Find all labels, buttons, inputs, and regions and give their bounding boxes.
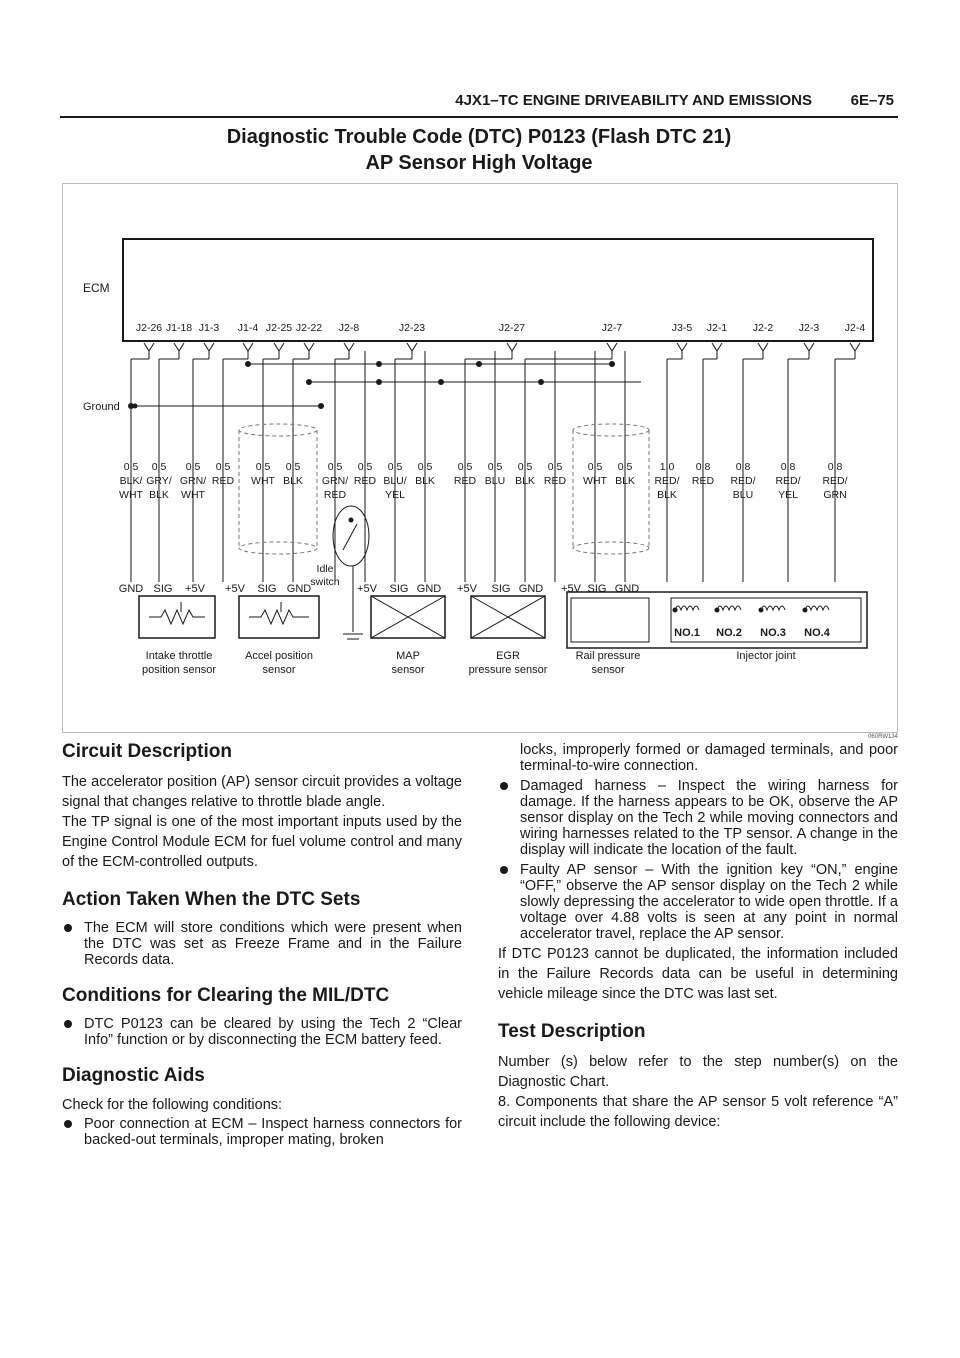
shield-accel-bottom	[239, 542, 317, 554]
wire-color-label: RED	[543, 475, 567, 487]
right-column	[498, 740, 898, 1132]
intake-throttle-sensor-box-resistor-icon	[149, 610, 205, 624]
idle-switch-blade	[343, 524, 357, 550]
wire-color-label: RED	[453, 475, 477, 487]
wire-color-label: RED/	[822, 475, 848, 487]
terminal-label-plus5v: +5V	[185, 583, 205, 595]
wire-size-label: 0.8	[695, 461, 711, 473]
wire-size-label: 0.5	[547, 461, 563, 473]
circuit-description-p1: The accelerator position (AP) sensor circuit provides a voltage signal that changes relative to throttle blade angle.	[62, 774, 462, 810]
page-header	[60, 90, 898, 118]
terminal-label-gnd: GND	[518, 583, 544, 595]
wire-size-label: 0.5	[123, 461, 139, 473]
wire-size-label: 0.5	[387, 461, 403, 473]
injector-label-3: NO.3	[760, 627, 786, 639]
wire-size-label: 0.8	[780, 461, 796, 473]
injector-dot	[803, 608, 808, 613]
terminal-label-plus5v: +5V	[457, 583, 477, 595]
pin-label-J2-26: J2-26	[135, 322, 163, 334]
wire-size-label: 0.5	[185, 461, 201, 473]
circuit-description-p2: The TP signal is one of the most important inputs used by the Engine Control Module ECM for fuel volume control and many of the ECM-controlled outputs.	[62, 814, 462, 870]
idle-switch-label-2: switch	[310, 576, 340, 588]
section-title: 4JX1–TC ENGINE DRIVEABILITY AND EMISSIONS	[455, 92, 812, 109]
pin-label-J2-25: J2-25	[265, 322, 293, 334]
ecm-label: ECM	[83, 281, 110, 295]
accel-position-sensor-box-resistor-icon	[249, 610, 309, 624]
wire-size-label: 0.8	[735, 461, 751, 473]
pin-label-J1-18: J1-18	[165, 322, 193, 334]
action-bullet	[62, 920, 462, 968]
wire-size-label: 0.5	[617, 461, 633, 473]
pin-label-J3-5: J3-5	[671, 322, 693, 334]
wire-color-label-2: BLK	[149, 489, 169, 501]
aids-bullet-2	[498, 778, 898, 858]
splice-dot	[376, 379, 382, 385]
wire-color-label-2: YEL	[385, 489, 405, 501]
left-column	[62, 740, 462, 1150]
wire-color-label: RED	[353, 475, 377, 487]
terminal-label-plus5v: +5V	[561, 583, 581, 595]
terminal-label-gnd: GND	[118, 583, 144, 595]
wiring-diagram-svg	[63, 184, 897, 732]
terminal-label-sig: SIG	[389, 583, 409, 595]
terminal-label-sig: SIG	[491, 583, 511, 595]
wire-color-label: BLK	[615, 475, 635, 487]
wire-color-label: RED	[691, 475, 715, 487]
pin-label-J2-23: J2-23	[398, 322, 426, 334]
pin-terminal-mark	[304, 343, 314, 351]
clearing-heading: Conditions for Clearing the MIL/DTC	[62, 985, 390, 1006]
pin-label-J2-8: J2-8	[338, 322, 360, 334]
wire-color-label: RED/	[775, 475, 801, 487]
wire-color-label-2: YEL	[778, 489, 798, 501]
wire-color-label-2: GRN	[823, 489, 847, 501]
splice-dot	[609, 361, 615, 367]
aids-bullet-1-text: Poor connection at ECM – Inspect harness connectors for backed-out terminals, improper mating, broken	[84, 1116, 462, 1148]
injector-coil-icon	[761, 606, 785, 610]
wire-color-label: BLK/	[119, 475, 143, 487]
clearing-bullet-text: DTC P0123 can be cleared by using the Tech 2 “Clear Info” function or by disconnecting the ECM battery feed.	[84, 1016, 462, 1048]
wire-color-label: GRN/	[179, 475, 207, 487]
pin-label-J2-7: J2-7	[601, 322, 623, 334]
figure-code: 060RW134	[868, 734, 898, 740]
ground-dot	[133, 404, 138, 409]
pin-terminal-mark	[507, 343, 517, 351]
component-label-5-line2: sensor	[591, 664, 625, 676]
title-line-1: Diagnostic Trouble Code (DTC) P0123 (Flash DTC 21)	[226, 126, 732, 148]
bullet-icon	[64, 924, 72, 932]
wire-color-label: BLK	[515, 475, 535, 487]
component-label-1: Intake throttle	[145, 650, 213, 662]
aids-bullet-2-text: Damaged harness – Inspect the wiring harness for damage. If the harness appears to be OK, observe the AP sensor display on the Tech 2 while moving connectors and wiring harnesses related to the TP sensor. A change in the display will indicate the location of the fault.	[520, 778, 898, 858]
terminal-label-sig: SIG	[587, 583, 607, 595]
terminal-label-sig: SIG	[257, 583, 277, 595]
component-label-5: Rail pressure	[575, 650, 641, 662]
terminal-label-gnd: GND	[614, 583, 640, 595]
idle-switch-label: Idle	[316, 563, 334, 575]
pin-label-J2-4: J2-4	[844, 322, 866, 334]
wire-color-label: RED	[211, 475, 235, 487]
bullet-icon	[500, 866, 508, 874]
pin-label-J1-3: J1-3	[198, 322, 220, 334]
pin-terminal-mark	[850, 343, 860, 351]
splice-dot	[306, 379, 312, 385]
component-label-1-line2: position sensor	[142, 664, 216, 676]
wire-color-label: BLK	[415, 475, 435, 487]
diagnostic-aids-heading: Diagnostic Aids	[62, 1065, 205, 1086]
wire-size-label: 0.8	[827, 461, 843, 473]
terminal-label-sig: SIG	[153, 583, 173, 595]
test-description-p1: Number (s) below refer to the step number(s) on the Diagnostic Chart.	[498, 1054, 898, 1090]
injector-dot	[673, 608, 678, 613]
wire-color-label-2: RED	[323, 489, 347, 501]
pin-label-J2-1: J2-1	[706, 322, 728, 334]
wire-color-label-2: WHT	[181, 489, 205, 501]
pin-label-J2-22: J2-22	[295, 322, 323, 334]
splice-dot	[538, 379, 544, 385]
wire-size-label: 0.5	[151, 461, 167, 473]
pin-terminal-mark	[174, 343, 184, 351]
idle-switch-contact	[349, 518, 354, 523]
terminal-label-gnd: GND	[286, 583, 312, 595]
pin-terminal-mark	[712, 343, 722, 351]
ground-label: Ground	[83, 401, 120, 413]
wire-color-label: WHT	[251, 475, 275, 487]
wire-size-label: 0.5	[327, 461, 343, 473]
component-label-2-line2: sensor	[262, 664, 296, 676]
test-description-heading: Test Description	[498, 1021, 646, 1042]
wire-color-label: BLU	[484, 475, 506, 487]
splice-dot	[245, 361, 251, 367]
clearing-bullet	[62, 1016, 462, 1048]
component-label-4: EGR	[496, 650, 520, 662]
aids-bullet-1-continued: locks, improperly formed or damaged terminals, and poor terminal-to-wire connection.	[520, 742, 898, 774]
pin-terminal-mark	[804, 343, 814, 351]
pin-terminal-mark	[677, 343, 687, 351]
pin-label-J2-27: J2-27	[498, 322, 526, 334]
terminal-label-plus5v: +5V	[357, 583, 377, 595]
wire-size-label: 0.5	[417, 461, 433, 473]
wire-size-label: 0.5	[487, 461, 503, 473]
pin-terminal-mark	[758, 343, 768, 351]
pin-terminal-mark	[344, 343, 354, 351]
pin-label-J2-3: J2-3	[798, 322, 820, 334]
wiring-diagram	[62, 183, 898, 733]
terminal-label-gnd: GND	[416, 583, 442, 595]
injector-coil-icon	[717, 606, 741, 610]
component-label-3: MAP	[396, 650, 420, 662]
terminal-label-plus5v: +5V	[225, 583, 245, 595]
rail-pressure-sensor-box	[571, 598, 649, 642]
injector-coil-icon	[675, 606, 699, 610]
wire-size-label: 0.5	[285, 461, 301, 473]
wire-size-label: 0.5	[587, 461, 603, 473]
splice-dot	[438, 379, 444, 385]
pin-terminal-mark	[243, 343, 253, 351]
injector-label-1: NO.1	[674, 627, 700, 639]
wire-color-label: RED/	[654, 475, 680, 487]
rail-injector-outer-box	[567, 592, 867, 648]
action-bullet-text: The ECM will store conditions which were present when the DTC was set as Freeze Frame and in the Failure Records data.	[84, 920, 462, 968]
component-label-4-line2: pressure sensor	[468, 664, 548, 676]
test-description-p2: 8. Components that share the AP sensor 5 volt reference “A” circuit include the following device:	[498, 1094, 898, 1130]
injector-coil-icon	[805, 606, 829, 610]
pin-label-J2-2: J2-2	[752, 322, 774, 334]
aids-bullet-1	[62, 1116, 462, 1148]
bullet-icon	[500, 782, 508, 790]
wire-size-label: 0.5	[357, 461, 373, 473]
wire-color-label: BLU/	[383, 475, 407, 487]
wire-size-label: 0.5	[215, 461, 231, 473]
splice-dot	[318, 403, 324, 409]
pin-terminal-mark	[407, 343, 417, 351]
component-label-3-line2: sensor	[391, 664, 425, 676]
component-label-2: Accel position	[245, 650, 313, 662]
wire-size-label: 0.5	[517, 461, 533, 473]
diagnostic-aids-intro: Check for the following conditions:	[62, 1097, 283, 1113]
circuit-description-heading: Circuit Description	[62, 741, 232, 762]
wire-color-label-2: BLU	[732, 489, 754, 501]
wire-color-label: BLK	[283, 475, 303, 487]
shield-rail-top	[573, 424, 649, 436]
wire-size-label: 0.5	[457, 461, 473, 473]
wire-color-label-2: BLK	[657, 489, 677, 501]
injector-label-2: NO.2	[716, 627, 742, 639]
splice-dot	[376, 361, 382, 367]
bullet-icon	[64, 1120, 72, 1128]
pin-label-J1-4: J1-4	[237, 322, 259, 334]
wire-color-label: GRN/	[321, 475, 349, 487]
pin-terminal-mark	[274, 343, 284, 351]
injector-label-4: NO.4	[804, 627, 830, 639]
wire-color-label-2: WHT	[119, 489, 143, 501]
title-line-2: AP Sensor High Voltage	[365, 152, 593, 174]
aids-bullet-3	[498, 862, 898, 942]
bullet-icon	[64, 1020, 72, 1028]
wire-color-label: WHT	[583, 475, 607, 487]
pin-terminal-mark	[204, 343, 214, 351]
splice-dot	[476, 361, 482, 367]
shield-accel-top	[239, 424, 317, 436]
shield-rail-bottom	[573, 542, 649, 554]
pin-terminal-mark	[607, 343, 617, 351]
page-title	[60, 124, 898, 176]
wire-size-label: 0.5	[255, 461, 271, 473]
wire-color-label: GRY/	[146, 475, 172, 487]
wire-color-label: RED/	[730, 475, 756, 487]
aids-bullet-3-text: Faulty AP sensor – With the ignition key “ON,” engine “OFF,” observe the AP sensor display on the Tech 2 while slowly depressing the accelerator to wide open throttle. If a voltage over 4.88 volts is seen at any point in normal accelerator travel, replace the AP sensor.	[520, 862, 898, 942]
wire-size-label: 1.0	[659, 461, 675, 473]
injector-dot	[759, 608, 764, 613]
component-label-6: Injector joint	[736, 650, 796, 662]
aids-paragraph: If DTC P0123 cannot be duplicated, the information included in the Failure Records data can be useful in determining vehicle mileage since the DTC was last set.	[498, 946, 898, 1002]
injector-dot	[715, 608, 720, 613]
action-heading: Action Taken When the DTC Sets	[62, 889, 361, 910]
pin-terminal-mark	[144, 343, 154, 351]
page-number: 6E–75	[850, 92, 894, 109]
